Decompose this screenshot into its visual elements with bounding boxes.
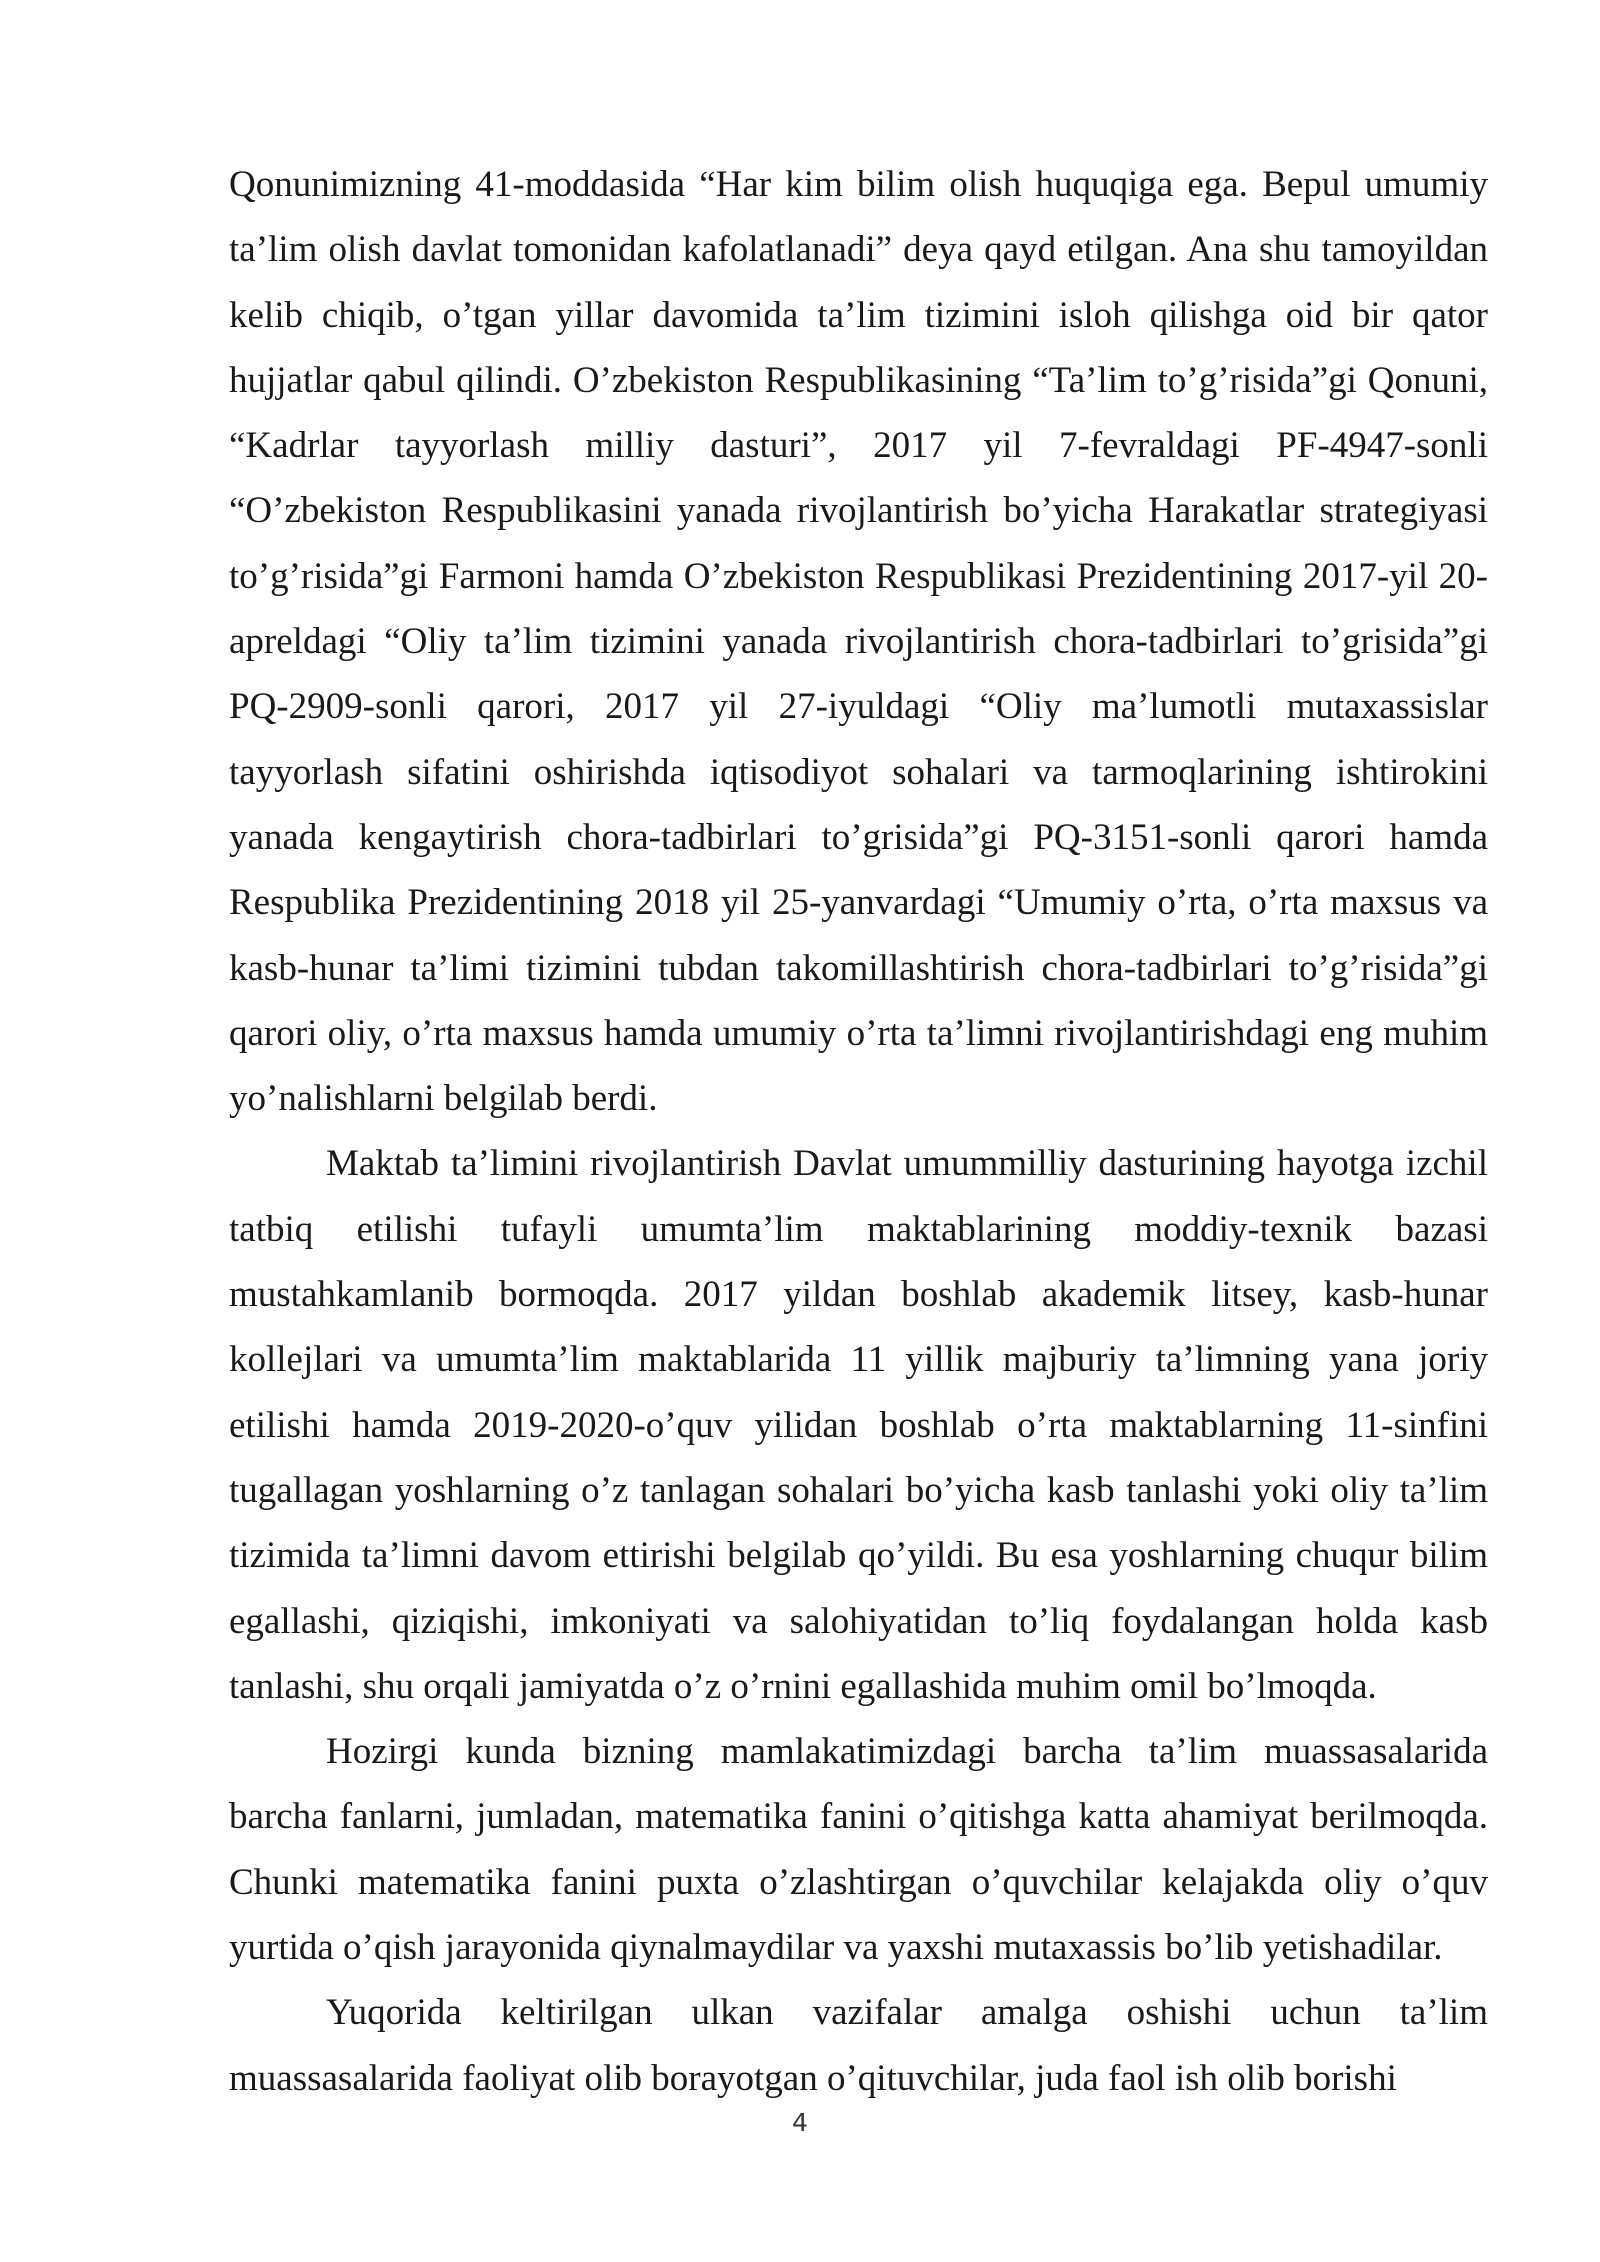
paragraph-3: Hozirgi kunda bizning mamlakatimizdagi barcha ta’lim muassasalarida barcha fanlarni, jumladan, matematika fanini o’qitishga katta ahamiyat berilmoqda. Chunki matematika fanini puxta o’zlashtirgan o’quvchilar kelajakda oliy o’quv yurtida o’qish jarayonida qiynalmaydilar va yaxshi mutaxassis bo’lib yetishadilar. <box>229 1731 1488 1969</box>
paragraph-1: Qonunimizning 41-moddasida “Har kim bilim olish huquqiga ega. Bepul umumiy ta’lim olish davlat tomonidan kafolatlanadi” deya qayd etilgan. Ana shu tamoyildan kelib chiqib, o’tgan yillar davomida ta’lim tizimini isloh qilishga oid bir qator hujjatlar qabul qilindi. O’zbekiston Respublikasining “Ta’lim to’g’risida”gi Qonuni, “Kadrlar tayyorlash milliy dasturi”, 2017 yil 7-fevraldagi PF-4947-sonli “O’zbekiston Respublikasini yanada rivojlantirish bo’yicha Harakatlar strategiyasi to’g’risida”gi Farmoni hamda O’zbekiston Respublikasi Prezidentining 2017-yil 20-apreldagi “Oliy ta’lim tizimini yanada rivojlantirish chora-tadbirlari to’grisida”gi PQ-2909-sonli qarori, 2017 yil 27-iyuldagi “Oliy ma’lumotli mutaxassislar tayyorlash sifatini oshirishda iqtisodiyot sohalari va tarmoqlarining ishtirokini yanada kengaytirish chora-tadbirlari to’grisida”gi PQ-3151-sonli qarori hamda Respublika Prezidentining 2018 yil 25-yanvardagi “Umumiy o’rta, o’rta maxsus va kasb-hunar ta’limi tizimini tubdan takomillashtirish chora-tadbirlari to’g’risida”gi qarori oliy, o’rta maxsus hamda umumiy o’rta ta’limni rivojlantirishdagi eng muhim yo’nalishlarni belgilab berdi. <box>229 164 1488 1120</box>
page-number: 4 <box>792 2108 808 2137</box>
paragraph-2: Maktab ta’limini rivojlantirish Davlat umummilliy dasturining hayotga izchil tatbiq etilishi tufayli umumta’lim maktablarining moddiy-texnik bazasi mustahkamlanib bormoqda. 2017 yildan boshlab akademik litsey, kasb-hunar kollejlari va umumta’lim maktablarida 11 yillik majburiy ta’limning yana joriy etilishi hamda 2019-2020-o’quv yilidan boshlab o’rta maktablarning 11-sinfini tugallagan yoshlarning o’z tanlagan sohalari bo’yicha kasb tanlashi yoki oliy ta’lim tizimida ta’limni davom ettirishi belgilab qo’yildi. Bu esa yoshlarning chuqur bilim egallashi, qiziqishi, imkoniyati va salohiyatidan to’liq foydalangan holda kasb tanlashi, shu orqali jamiyatda o’z o’rnini egallashida muhim omil bo’lmoqda. <box>229 1143 1488 1707</box>
paragraph-4: Yuqorida keltirilgan ulkan vazifalar amalga oshishi uchun ta’lim muassasalarida faoliyat olib borayotgan o’qituvchilar, juda faol ish olib borishi <box>229 1992 1488 2099</box>
text-body <box>229 152 1488 2111</box>
